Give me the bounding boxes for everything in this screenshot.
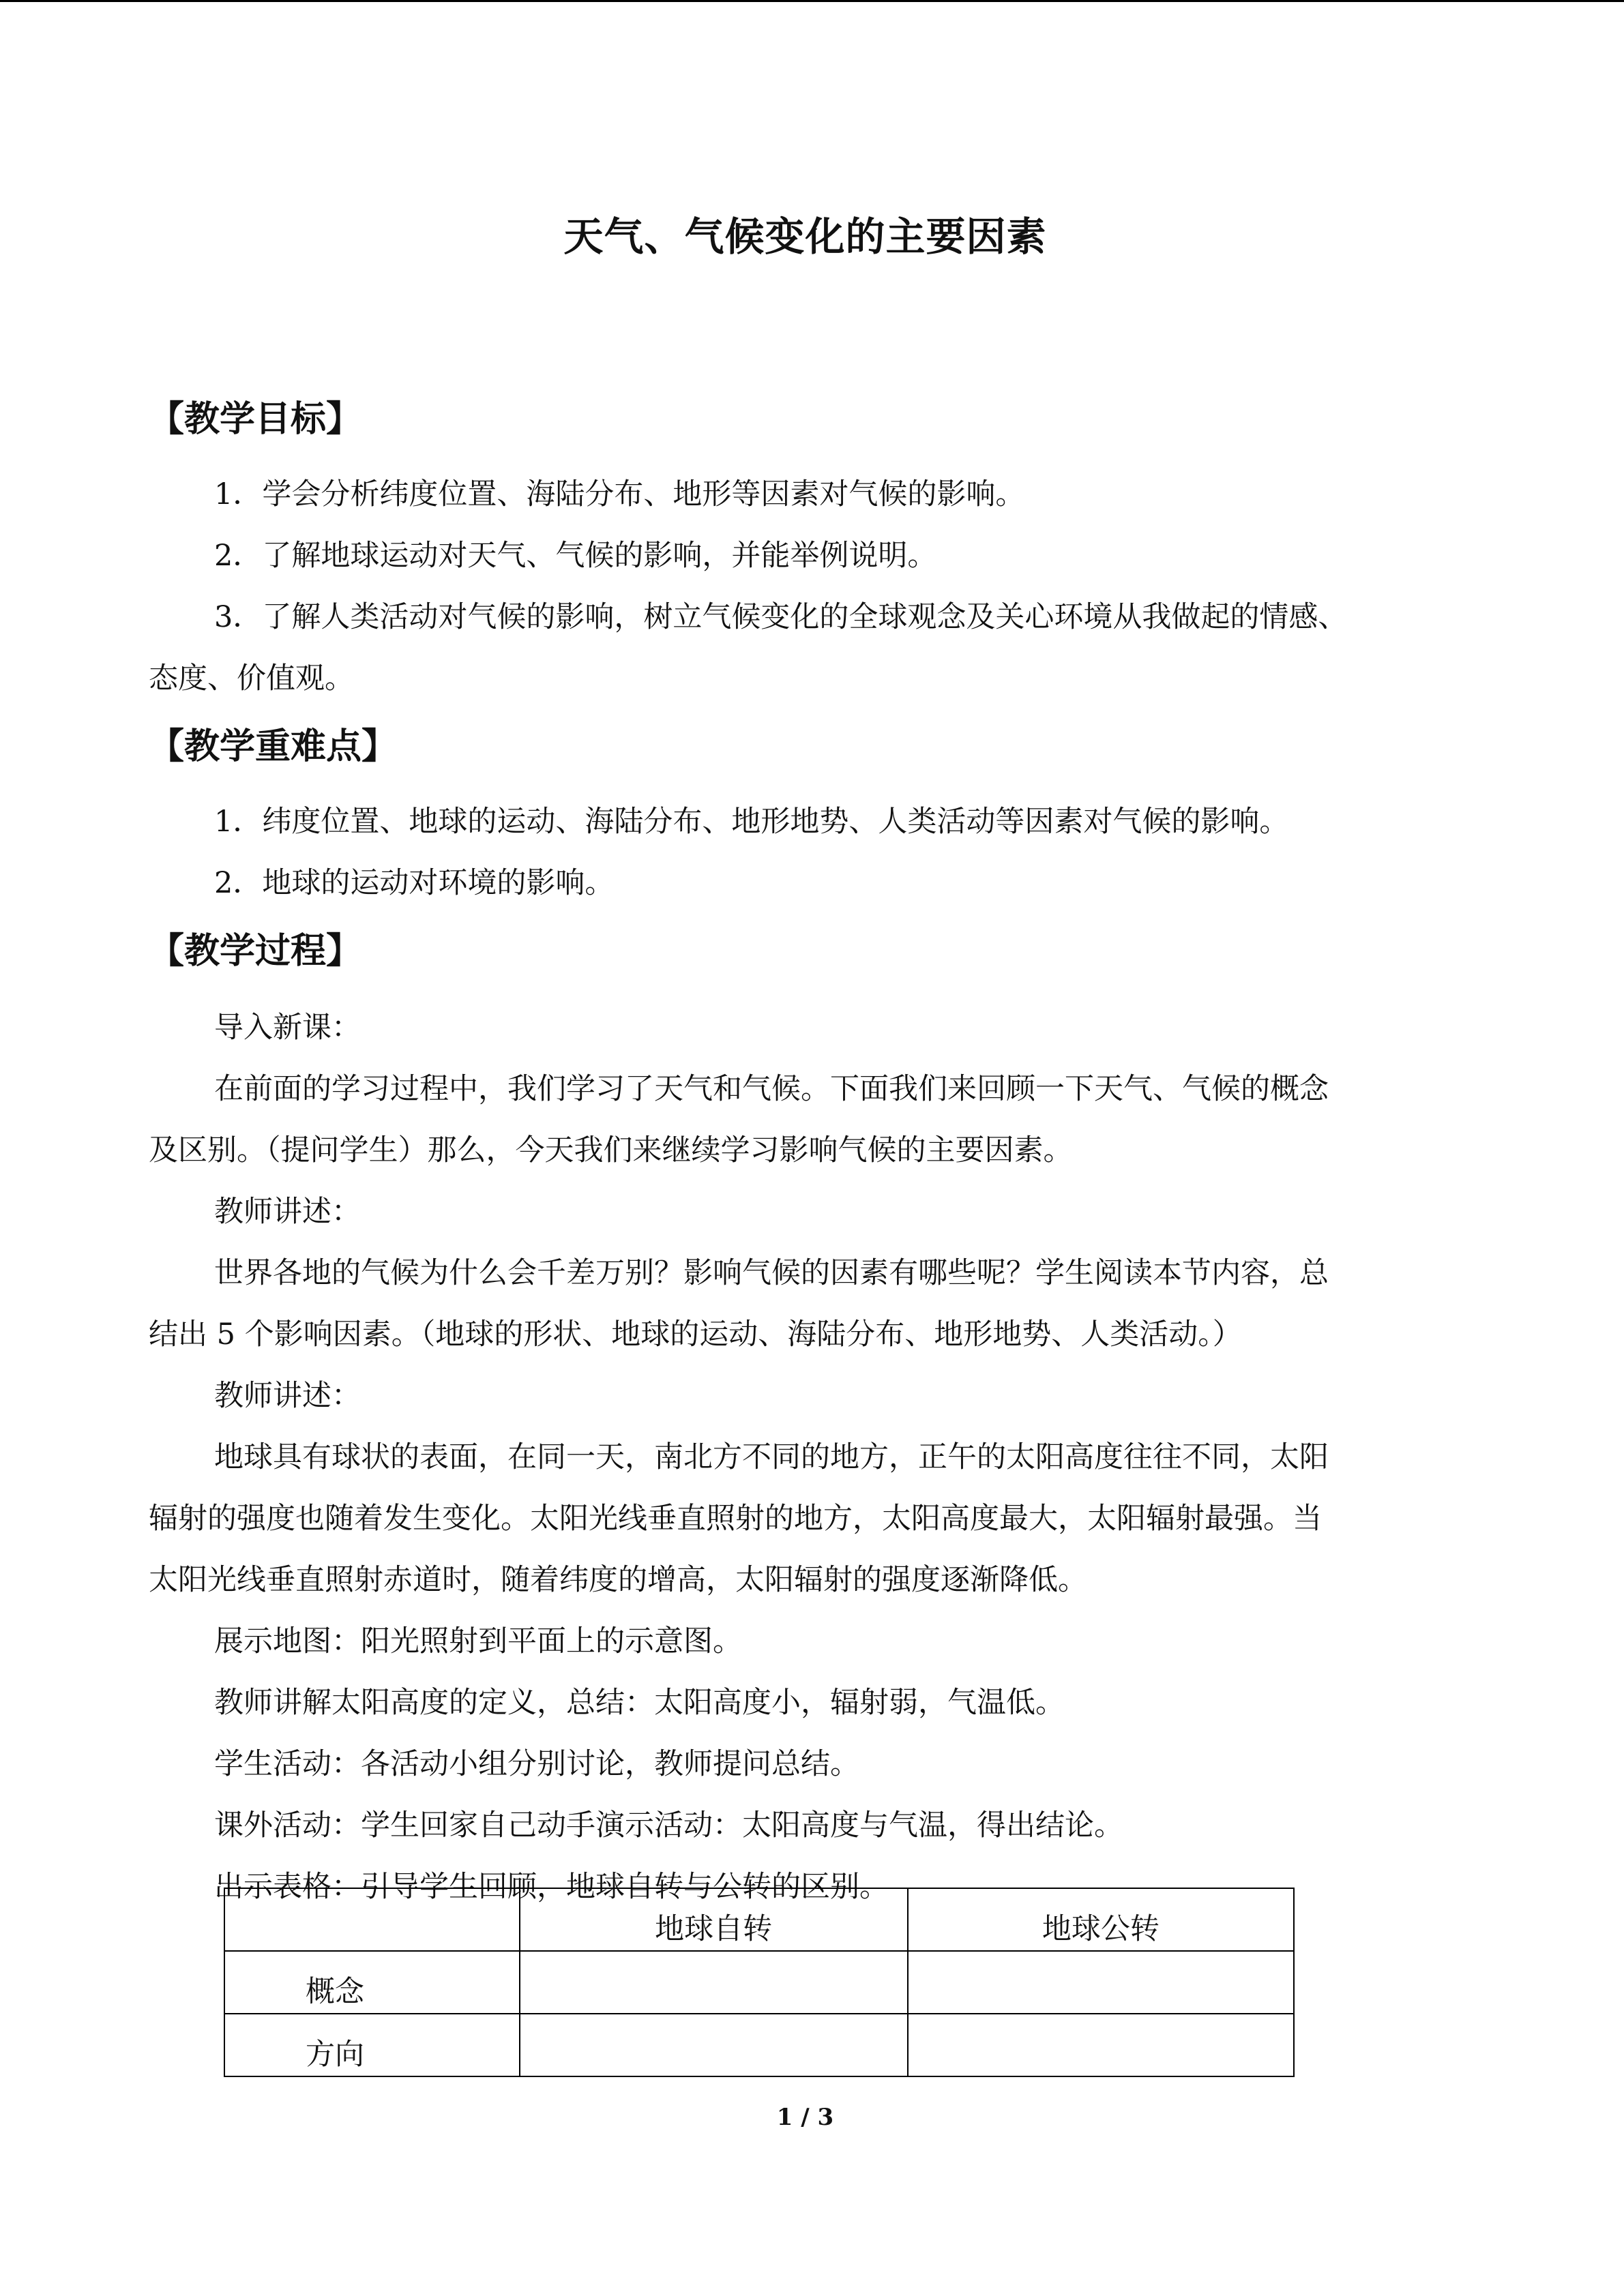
document-title: 天气、气候变化的主要因素 <box>563 213 1047 260</box>
goal-item-3: 3．了解人类活动对气候的影响，树立气候变化的全球观念及关心环境从我做起的情感、 <box>214 600 1348 634</box>
table-header-row <box>224 1888 1294 1951</box>
process-line: 导入新课： <box>214 1011 361 1045</box>
table-cell <box>908 1951 1294 2014</box>
goal-item-1: 1．学会分析纬度位置、海陆分布、地形等因素对气候的影响。 <box>214 477 1025 511</box>
table-row <box>224 1951 1294 2014</box>
table-row-label: 方向 <box>224 2014 520 2076</box>
table-cell <box>908 2014 1294 2076</box>
process-line: 课外活动：学生回家自己动手演示活动：太阳高度与气温，得出结论。 <box>214 1808 1123 1843</box>
page-number: 1 / 3 <box>776 2104 834 2131</box>
process-line: 教师讲述： <box>214 1379 361 1413</box>
keypoint-item-1: 1．纬度位置、地球的运动、海陆分布、地形地势、人类活动等因素对气候的影响。 <box>214 805 1289 839</box>
process-line: 辐射的强度也随着发生变化。太阳光线垂直照射的地方，太阳高度最大，太阳辐射最强。当 <box>149 1502 1322 1536</box>
process-line: 太阳光线垂直照射赤道时，随着纬度的增高，太阳辐射的强度逐渐降低。 <box>149 1563 1087 1597</box>
table-cell <box>520 2014 908 2076</box>
process-line: 地球具有球状的表面，在同一天，南北方不同的地方，正午的太阳高度往往不同，太阳 <box>214 1440 1329 1474</box>
table-row-label: 概念 <box>224 1951 520 2014</box>
process-line: 展示地图：阳光照射到平面上的示意图。 <box>214 1624 742 1658</box>
process-line: 世界各地的气候为什么会千差万别？影响气候的因素有哪些呢？学生阅读本节内容，总 <box>214 1256 1329 1290</box>
process-line: 出示表格：引导学生回顾，地球自转与公转的区别。 <box>214 1870 889 1904</box>
section-heading-process: 【教学过程】 <box>149 930 362 972</box>
process-line: 学生活动：各活动小组分别讨论，教师提问总结。 <box>214 1747 859 1781</box>
table-header-cell <box>224 1888 520 1951</box>
section-heading-goals: 【教学目标】 <box>149 398 362 440</box>
keypoint-item-2: 2．地球的运动对环境的影响。 <box>214 866 615 900</box>
top-border-line <box>0 0 1624 2</box>
table-header-cell: 地球自转 <box>520 1888 908 1951</box>
process-line: 及区别。（提问学生）那么，今天我们来继续学习影响气候的主要因素。 <box>149 1133 1073 1167</box>
process-line: 在前面的学习过程中，我们学习了天气和气候。下面我们来回顾一下天气、气候的概念 <box>214 1072 1329 1106</box>
section-heading-keypoints: 【教学重难点】 <box>149 726 398 767</box>
process-line: 教师讲解太阳高度的定义，总结：太阳高度小，辐射弱，气温低。 <box>214 1686 1065 1720</box>
goal-item-2: 2．了解地球运动对天气、气候的影响，并能举例说明。 <box>214 539 937 573</box>
process-line: 教师讲述： <box>214 1195 361 1229</box>
table-cell <box>520 1951 908 2014</box>
table-row <box>224 2014 1294 2076</box>
table-header-cell: 地球公转 <box>908 1888 1294 1951</box>
process-line: 结出 5 个影响因素。（地球的形状、地球的运动、海陆分布、地形地势、人类活动。） <box>149 1317 1242 1352</box>
goal-item-3-continued: 态度、价值观。 <box>149 661 354 696</box>
rotation-revolution-table <box>224 1888 1295 2077</box>
